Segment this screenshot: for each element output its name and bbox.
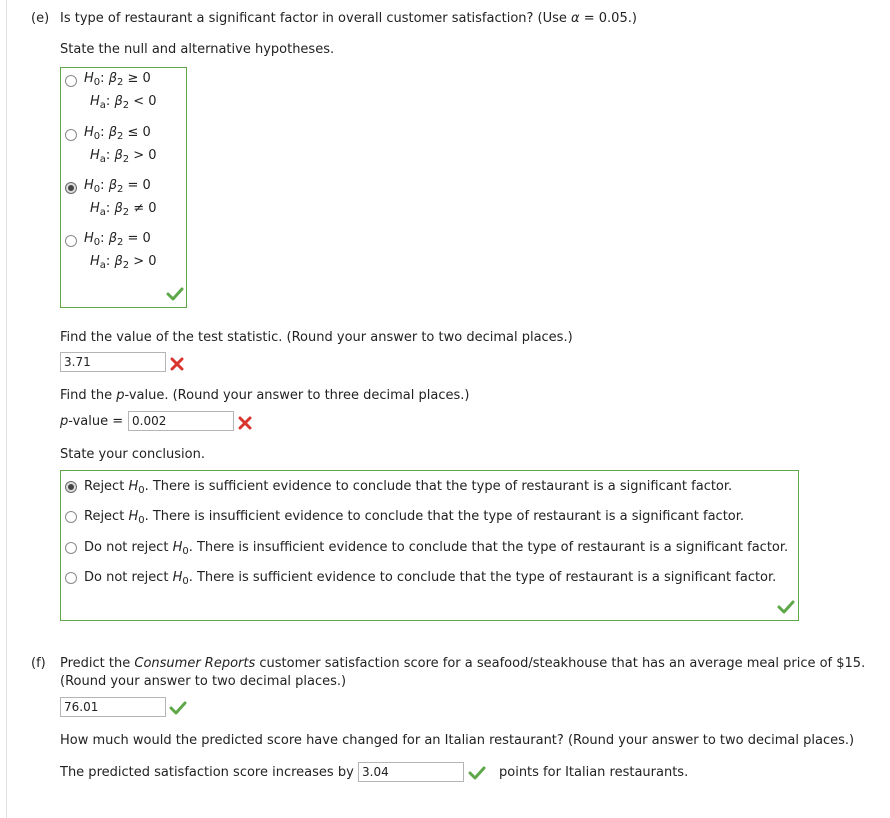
part-f-question-line2: (Round your answer to two decimal places.) [60,674,347,689]
predicted-score-input[interactable]: 76.01 [60,697,166,717]
hypothesis-option-2-alt: $H_a$: $\beta_2 > 0$ [90,148,157,165]
x-mark-icon [238,416,252,430]
part-f-label: (f) [31,656,46,671]
part-e-label: (e) [31,11,50,26]
conclusion-option-3-radio[interactable] [65,542,77,554]
hypothesis-option-4-radio[interactable] [65,235,77,247]
check-icon [169,701,187,715]
hypothesis-option-2-radio[interactable] [65,129,77,141]
conclusion-option-2-radio[interactable] [65,511,77,523]
conclusion-answer-box [60,470,799,621]
hypothesis-option-2-null: $H_0$: $\beta_2 \le 0$ [84,125,151,142]
hypothesis-option-1-alt: $H_a$: $\beta_2 < 0$ [90,94,157,111]
pvalue-label: p-value = [60,414,124,429]
increase-suffix: points for Italian restaurants. [499,765,689,780]
hypothesis-option-1-null: $H_0$: $\beta_2 \ge 0$ [84,71,151,88]
increase-input[interactable]: 3.04 [358,762,464,782]
part-e-question: Is type of restaurant a significant factor in overall customer satisfaction? (Use α = 0.05.) [60,11,637,26]
hypothesis-option-3-radio[interactable] [65,182,77,194]
conclusion-option-3: Do not reject $H_0$. There is insufficient evidence to conclude that the type of restaurant is a significant factor. [84,540,789,557]
page-left-border [6,0,7,818]
x-mark-icon [170,357,184,371]
hypothesis-option-4-null: $H_0$: $\beta_2 = 0$ [84,231,151,248]
check-icon [777,600,795,614]
hypotheses-prompt: State the null and alternative hypotheses. [60,42,335,57]
conclusion-option-2: Reject $H_0$. There is insufficient evidence to conclude that the type of restaurant is a significant factor. [84,509,745,526]
pvalue-prompt: Find the p-value. (Round your answer to three decimal places.) [60,388,470,403]
hypothesis-option-1-radio[interactable] [65,75,77,87]
conclusion-prompt: State your conclusion. [60,447,205,462]
italian-prompt: How much would the predicted score have changed for an Italian restaurant? (Round your answer to two decimal places.) [60,733,855,748]
conclusion-option-4: Do not reject $H_0$. There is sufficient evidence to conclude that the type of restaurant is a significant factor. [84,570,777,587]
increase-label: The predicted satisfaction score increases by [60,765,354,780]
conclusion-option-1-radio[interactable] [65,481,77,493]
hypothesis-option-3-null: $H_0$: $\beta_2 = 0$ [84,178,151,195]
pvalue-input[interactable]: 0.002 [128,411,234,431]
hypotheses-answer-box [60,67,187,308]
check-icon [166,287,184,301]
hypothesis-option-4-alt: $H_a$: $\beta_2 > 0$ [90,254,157,271]
test-stat-input[interactable]: 3.71 [60,352,166,372]
alpha-symbol: α [571,11,580,26]
test-stat-prompt: Find the value of the test statistic. (Round your answer to two decimal places.) [60,330,573,345]
hypothesis-option-3-alt: $H_a$: $\beta_2 \ne 0$ [90,201,157,218]
conclusion-option-4-radio[interactable] [65,572,77,584]
check-icon [468,766,486,780]
part-f-question: Predict the Consumer Reports customer satisfaction score for a seafood/steakhouse that has an average meal price of $15. [60,656,866,671]
conclusion-option-1: Reject $H_0$. There is sufficient evidence to conclude that the type of restaurant is a significant factor. [84,479,733,496]
